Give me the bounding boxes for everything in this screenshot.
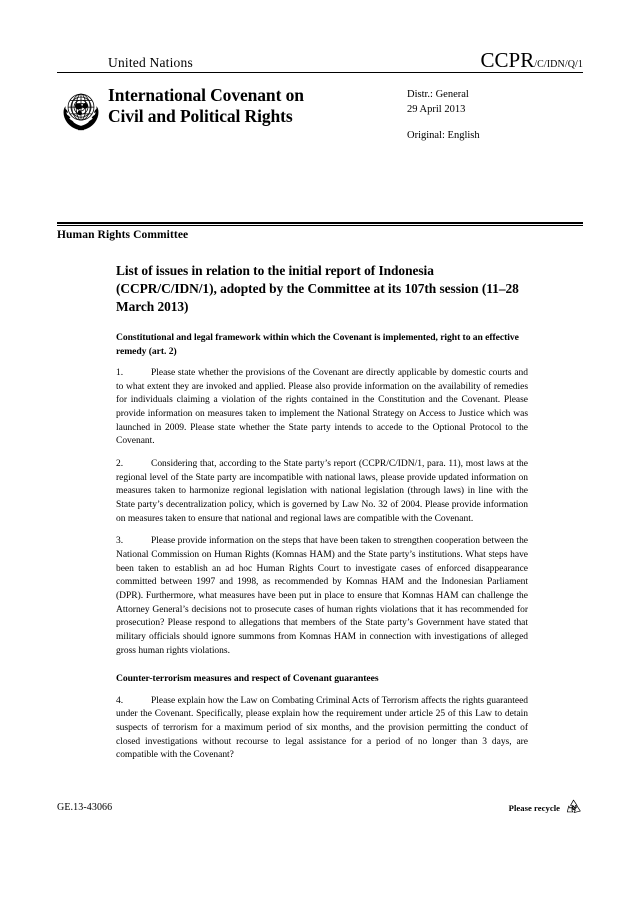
masthead-body-row: [57, 84, 583, 144]
recycle-label: Please recycle: [508, 802, 560, 813]
document-date: 29 April 2013: [407, 103, 466, 115]
distribution-spacer: [407, 118, 583, 129]
document-symbol-main: CCPR: [480, 48, 535, 72]
masthead: [57, 50, 583, 144]
masthead-top-row: [57, 50, 583, 72]
committee-name: Human Rights Committee: [57, 229, 189, 242]
recycle-icon: [564, 798, 583, 817]
numbered-paragraph: [116, 458, 528, 526]
numbered-paragraph: [116, 367, 528, 449]
numbered-paragraph: [116, 535, 528, 658]
paragraph-number: 2.: [116, 458, 124, 469]
original-language: Original: English: [407, 129, 480, 141]
distribution-type: Distr.: General: [407, 89, 469, 100]
section-heading: Counter-terrorism measures and respect of Covenant guarantees: [116, 673, 379, 685]
recycle-notice: [509, 798, 583, 817]
document-symbol: [481, 50, 583, 71]
committee-divider-thin: [57, 225, 583, 226]
paragraph-number: 4.: [116, 695, 124, 706]
organization-name: United Nations: [108, 55, 193, 70]
publication-title-line-2: Civil and Political Rights: [108, 106, 293, 126]
page-footer: [57, 798, 583, 817]
paragraph-text: Please state whether the provisions of the Covenant are directly applicable by domestic courts and to what extent they are invoked and applied. Please also provide information on the availability of remedies for individuals claiming a violation of the rights contained in the Constitution and the Covenant. Please provide information on measures taken to implement the National Strategy on Access to Justice which was launched in 2009. Please state whether the State party intends to accede to the Optional Protocol to the Covenant.: [116, 367, 528, 447]
publication-title-line-1: International Covenant on: [108, 85, 304, 105]
document-symbol-suffix: /C/IDN/Q/1: [534, 59, 583, 70]
committee-divider-thick: [57, 222, 583, 224]
sections-container: [116, 331, 528, 763]
paragraph-text: Please explain how the Law on Combating Criminal Acts of Terrorism affects the rights guaranteed under the Covenant. Specifically, please explain how the requirement under article 25 of this Law to detain suspects of terrorism for a maximum period of six months, and the provision permitting the conduct of closed investigations without recourse to legal assistance for a period of no longer than 3 days, are compatible with the Covenant?: [116, 695, 528, 761]
emblem-container: [57, 84, 108, 134]
section-heading: Constitutional and legal framework within which the Covenant is implemented, right to an effective remedy (art. 2): [116, 332, 519, 357]
document-content: [116, 262, 528, 772]
numbered-paragraph: [116, 695, 528, 763]
paragraph-number: 1.: [116, 367, 124, 378]
committee-band: [57, 222, 583, 241]
masthead-divider: [57, 72, 583, 73]
page-title: List of issues in relation to the initial report of Indonesia (CCPR/C/IDN/1), adopted by the Committee at its 107th session (11–28 March 2013): [116, 263, 519, 314]
un-emblem-icon: [57, 86, 105, 134]
paragraph-text: Considering that, according to the State party’s report (CCPR/C/IDN/1, para. 11), most laws at the regional level of the State party are incompatible with national laws, please provide updated information on measures taken to harmonize regional legislation with national legislation (through laws) in line with the State party’s decentralization policy, which is governed by Law No. 32 of 2004. Please provide information on measures taken to ensure that national and regional laws are compatible with the Covenant.: [116, 458, 528, 524]
paragraph-text: Please provide information on the steps that have been taken to strengthen cooperation between the National Commission on Human Rights (Komnas HAM) and the State party’s institutions. What steps have been taken to establish an ad hoc Human Rights Court to investigate cases of enforced disappearance committed between 1997 and 1998, as recommended by Komnas HAM and the Indonesian Parliament (DPR). Furthermore, what measures have been put in place to ensure that Komnas HAM can challenge the Attorney General’s decisions not to prosecute cases of human rights violations that it has recommended for prosecution? Please respond to allegations that members of the State party’s Government have stated that military officials should ignore summons from Komnas HAM in connection with investigations of alleged gross human rights violations.: [116, 536, 528, 656]
paragraph-number: 3.: [116, 536, 124, 547]
ge-number: GE.13-43066: [57, 802, 113, 813]
distribution-block: [407, 84, 583, 144]
publication-title-container: [108, 84, 407, 127]
